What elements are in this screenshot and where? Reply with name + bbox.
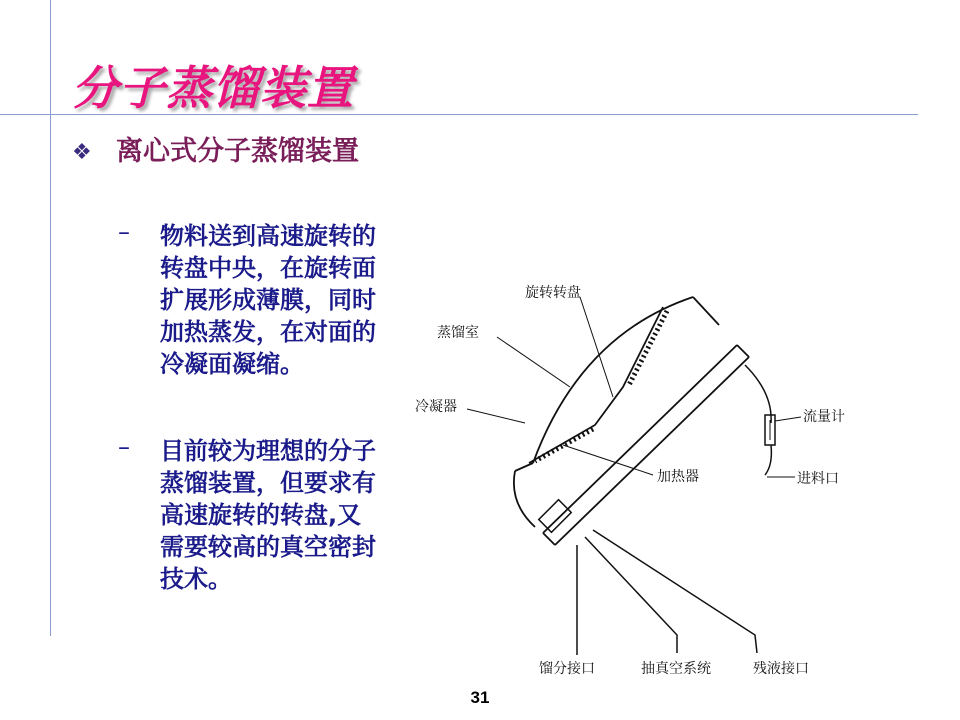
label-flowmeter: 流量计 <box>803 409 845 425</box>
dash-bullet-icon: – <box>118 433 130 461</box>
label-rotor: 旋转转盘 <box>525 285 581 301</box>
label-vacuum: 抽真空系统 <box>641 661 711 677</box>
label-residue: 残液接口 <box>753 661 809 677</box>
rotor-disc <box>529 307 663 463</box>
chamber-dome <box>533 297 693 463</box>
label-feed: 进料口 <box>797 471 839 487</box>
chamber-lip <box>515 463 533 471</box>
residue-outlet-line <box>593 530 757 653</box>
rotor-shaft-cap <box>737 345 749 357</box>
centrifugal-distiller-diagram <box>405 275 865 685</box>
page-number: 31 <box>470 688 490 707</box>
rotor-shaft <box>555 357 749 545</box>
label-distillate: 馏分接口 <box>539 661 595 677</box>
sub-point-1: 物料送到高速旋转的转盘中央，在旋转面扩展形成薄膜，同时加热蒸发，在对面的冷凝面凝缩。 <box>160 222 376 378</box>
flowmeter-leader <box>775 417 801 421</box>
chamber-leader <box>497 337 570 387</box>
rotor-shaft-base <box>543 533 555 545</box>
sub-point-2: 目前较为理想的分子蒸馏装置，但要求有高速旋转的转盘,又需要较高的真空密封技术。 <box>160 437 376 593</box>
main-bullet-text: 离心式分子蒸馏装置 <box>116 136 359 167</box>
dash-bullet-icon: – <box>118 218 130 246</box>
heater-coil-upper <box>629 311 667 385</box>
chamber-right-wall <box>693 297 719 325</box>
condenser-leader <box>467 409 525 423</box>
feed-inlet-pipe <box>765 445 771 475</box>
label-heater: 加热器 <box>657 469 699 485</box>
page-title: 分子蒸馏装置 <box>72 61 354 115</box>
seal-block <box>539 500 572 533</box>
left-vertical-rule <box>50 0 51 636</box>
label-chamber: 蒸馏室 <box>437 325 479 341</box>
label-condenser: 冷凝器 <box>415 399 457 415</box>
diamond-bullet-icon: ❖ <box>72 140 92 165</box>
chamber-lower-wall <box>514 471 535 527</box>
